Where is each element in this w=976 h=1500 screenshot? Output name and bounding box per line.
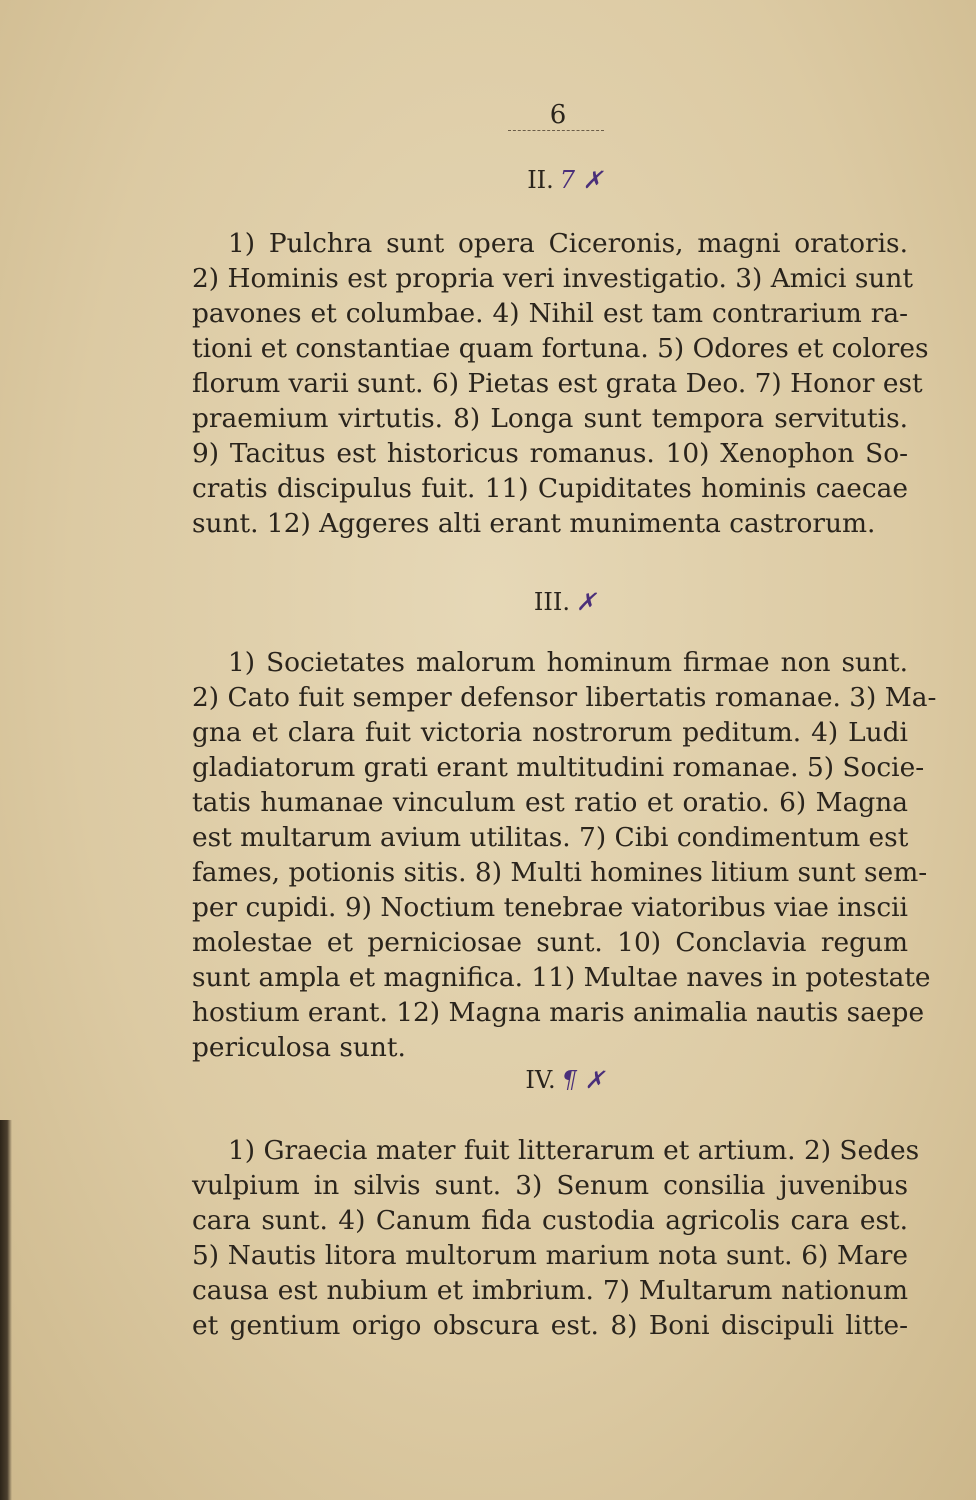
- text-line: cratis discipulus fuit. 11) Cupiditates hominis caecae: [192, 473, 908, 504]
- text-line: tioni et constantiae quam fortuna. 5) Odores et colores: [192, 333, 929, 364]
- section-heading-label: III.: [533, 588, 570, 616]
- text-line: praemium virtutis. 8) Longa sunt tempora servitutis.: [192, 403, 908, 434]
- text-line: periculosa sunt.: [192, 1032, 406, 1063]
- section-heading-label: IV.: [525, 1066, 556, 1094]
- text-line: sunt ampla et magnifica. 11) Multae naves in potestate: [192, 962, 931, 993]
- handwritten-mark: ✗: [575, 588, 597, 616]
- text-line: vulpium in silvis sunt. 3) Senum consilia juvenibus: [192, 1170, 908, 1201]
- section-text-iii: [192, 645, 937, 1065]
- text-line: et gentium origo obscura est. 8) Boni discipuli litte-: [192, 1310, 908, 1341]
- text-line: fames, potionis sitis. 8) Multi homines litium sunt sem-: [192, 857, 928, 888]
- text-line: gna et clara fuit victoria nostrorum peditum. 4) Ludi: [192, 717, 908, 748]
- section-heading-iii: [0, 588, 976, 616]
- text-line: 1) Graecia mater fuit litterarum et artium. 2) Sedes: [228, 1135, 920, 1166]
- text-line: cara sunt. 4) Canum fida custodia agricolis cara est.: [192, 1205, 908, 1236]
- handwritten-mark: ¶ ✗: [561, 1066, 605, 1094]
- section-heading-ii: [0, 166, 976, 194]
- text-line: hostium erant. 12) Magna maris animalia nautis saepe: [192, 997, 925, 1028]
- text-line: tatis humanae vinculum est ratio et oratio. 6) Magna: [192, 787, 908, 818]
- text-line: 1) Societates malorum hominum firmae non sunt.: [228, 647, 908, 678]
- text-line: molestae et perniciosae sunt. 10) Conclavia regum: [192, 927, 908, 958]
- text-line: florum varii sunt. 6) Pietas est grata Deo. 7) Honor est: [192, 368, 923, 399]
- section-text-iv: [192, 1133, 920, 1343]
- text-line: 2) Cato fuit semper defensor libertatis romanae. 3) Ma-: [192, 682, 937, 713]
- text-line: sunt. 12) Aggeres alti erant munimenta castrorum.: [192, 508, 876, 539]
- section-text-ii: [192, 226, 929, 541]
- text-line: 1) Pulchra sunt opera Ciceronis, magni oratoris.: [228, 228, 908, 259]
- page-number: 6: [549, 100, 567, 130]
- text-line: 5) Nautis litora multorum marium nota sunt. 6) Mare: [192, 1240, 908, 1271]
- text-line: pavones et columbae. 4) Nihil est tam contrarium ra-: [192, 298, 908, 329]
- handwritten-mark: 7 ✗: [559, 166, 603, 194]
- section-heading-iv: [0, 1066, 976, 1094]
- binding-shadow: [0, 1120, 12, 1500]
- text-line: gladiatorum grati erant multitudini romanae. 5) Socie-: [192, 752, 925, 783]
- section-heading-label: II.: [527, 166, 554, 194]
- text-line: 9) Tacitus est historicus romanus. 10) Xenophon So-: [192, 438, 908, 469]
- text-line: est multarum avium utilitas. 7) Cibi condimentum est: [192, 822, 909, 853]
- page-number-rule: [508, 130, 604, 131]
- text-line: causa est nubium et imbrium. 7) Multarum nationum: [192, 1275, 908, 1306]
- text-line: per cupidi. 9) Noctium tenebrae viatoribus viae inscii: [192, 892, 908, 923]
- text-line: 2) Hominis est propria veri investigatio. 3) Amici sunt: [192, 263, 913, 294]
